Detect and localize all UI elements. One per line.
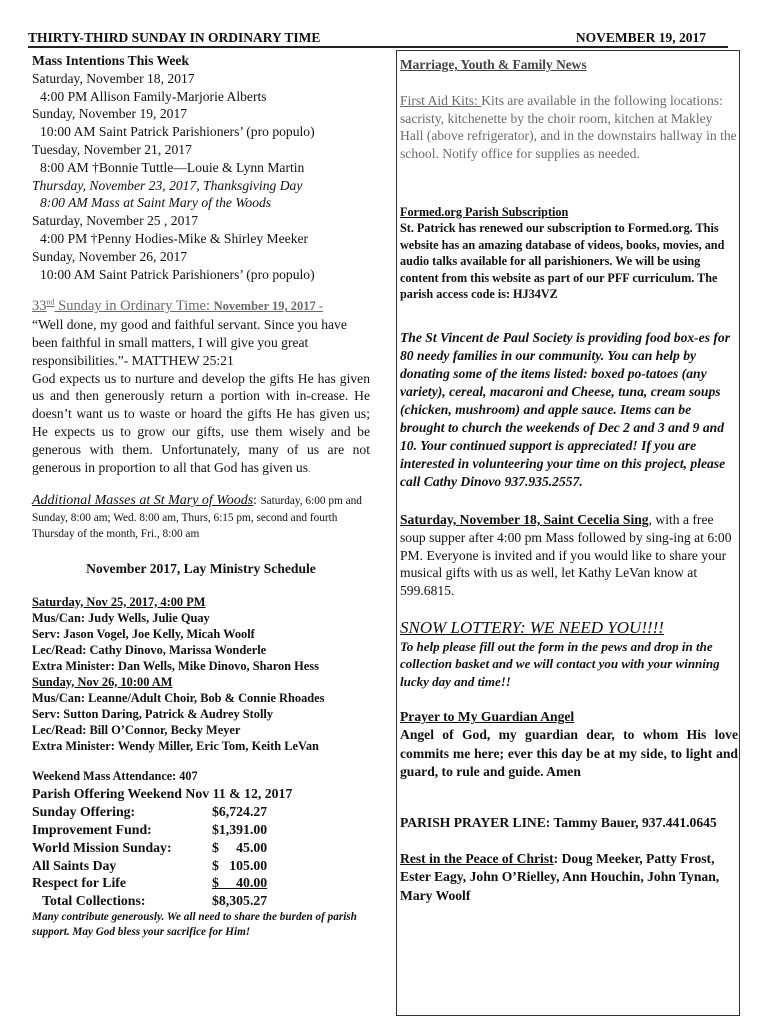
offering-label: World Mission Sunday: bbox=[32, 839, 172, 855]
ministry-line: Mus/Can: Judy Wells, Julie Quay bbox=[32, 610, 210, 625]
ministry-line: Extra Minister: Dan Wells, Mike Dinovo, Sharon Hess bbox=[32, 658, 319, 673]
prayer-heading: Prayer to My Guardian Angel bbox=[400, 709, 575, 725]
offering-value: $ 105.00 bbox=[212, 857, 268, 873]
mass-intention-line: 8:00 AM Mass at Saint Mary of the Woods bbox=[40, 195, 272, 211]
additional-masses bbox=[32, 492, 370, 542]
mass-intention-line: 10:00 AM Saint Patrick Parishioners’ (pro populo) bbox=[40, 266, 315, 282]
first-aid-paragraph bbox=[400, 92, 738, 163]
offering-row bbox=[32, 874, 370, 892]
snow-lottery-heading: SNOW LOTTERY: WE NEED YOU!!!! bbox=[400, 617, 664, 637]
header-rule bbox=[28, 46, 728, 48]
mass-intention-line: 4:00 PM Allison Family-Marjorie Alberts bbox=[40, 88, 267, 104]
offering-note: Many contribute generously. We all need to share the burden of parish support. May God bless your sacrifice for Him! bbox=[32, 911, 357, 938]
gospel-heading-num: 33 bbox=[32, 298, 47, 315]
header-title: THIRTY-THIRD SUNDAY IN ORDINARY TIME bbox=[28, 30, 321, 45]
mass-intentions-list bbox=[32, 70, 370, 284]
prayer-text: Angel of God, my guardian dear, to whom His love commits me here; ever this day be at my side, to light and guard, to rule and guide. Amen bbox=[400, 727, 738, 780]
formed-heading: Formed.org Parish Subscription bbox=[400, 204, 569, 219]
offering-title: Parish Offering Weekend Nov 11 & 12, 2017 bbox=[32, 786, 293, 802]
offering-row bbox=[32, 839, 370, 857]
offering-row bbox=[32, 857, 370, 875]
svdp-paragraph: The St Vincent de Paul Society is providing food box-es for 80 needy families in our community. You can help by donating some of the items listed: boxed po-tatoes (any variety), cereal, macaroni and Cheese, tuna, cream soups (chicken, mushroom) and apple sauce. Items can be brought to church the weekends of Dec 2 and 3 and 9 and 10. Your continued support is appreciated! If you are interested in volunteering your time on this project, please call Cathy Dinovo 937.935.2557. bbox=[400, 329, 731, 489]
offering-value: $ 45.00 bbox=[212, 839, 268, 855]
mass-intention-line: Tuesday, November 21, 2017 bbox=[32, 141, 192, 157]
rest-in-peace bbox=[400, 850, 738, 906]
right-column bbox=[400, 56, 738, 905]
mass-intention-line: Saturday, November 18, 2017 bbox=[32, 70, 195, 86]
additional-masses-label: Additional Masses at St Mary of Woods bbox=[32, 493, 254, 509]
offering-value: $1,391.00 bbox=[212, 822, 268, 838]
offering-label: Improvement Fund: bbox=[32, 822, 152, 838]
ministry-line: Mus/Can: Leanne/Adult Choir, Bob & Connie Rhoades bbox=[32, 690, 325, 705]
rest-label: Rest in the Peace of Christ bbox=[400, 850, 554, 866]
first-aid-text: Kits are available in the following locations: sacristy, kitchenette by the choir room, kitchen at Makley Hall (above refrigerator), and in the downstairs hallway in the school. Notify office for supplies as needed. bbox=[400, 92, 737, 162]
mass-attendance: Weekend Mass Attendance: 407 bbox=[32, 768, 198, 783]
offering-total-row bbox=[32, 892, 370, 910]
gospel-body-end: . bbox=[307, 463, 311, 475]
gospel-body-text: God expects us to nurture and develop the gifts He has given us and then generously return a portion with in-crease. He doesn’t want us to waste or hoard the gifts He has given us; He expects us to grow our gifts, use them wisely and be generous with them. Unfortunately, many of us are not generous in proportion to all that God has given us bbox=[32, 370, 370, 475]
cecelia-text: , with a free soup supper after 4:00 pm Mass followed by sing-ing at 6:00 PM. Everyone is invited and if you would like to share your musical gifts with us as well, let Kathy LeVan know at 599.6815. bbox=[400, 511, 732, 599]
offering-value: $6,724.27 bbox=[212, 804, 268, 820]
cecelia-paragraph bbox=[400, 511, 738, 600]
mass-intention-line: Sunday, November 26, 2017 bbox=[32, 248, 188, 264]
mass-intention-line: 10:00 AM Saint Patrick Parishioners’ (pro populo) bbox=[40, 124, 315, 140]
mass-intention-line: 8:00 AM †Bonnie Tuttle—Louie & Lynn Martin bbox=[40, 159, 305, 175]
mass-intention-line: 4:00 PM †Penny Hodies-Mike & Shirley Meeker bbox=[40, 230, 309, 246]
header-date: NOVEMBER 19, 2017 bbox=[575, 30, 706, 45]
ministry-line: Serv: Sutton Daring, Patrick & Audrey Stolly bbox=[32, 706, 274, 721]
gospel-body bbox=[32, 370, 370, 479]
mass-intention-line: Sunday, November 19, 2017 bbox=[32, 106, 188, 122]
mass-intention-line: Saturday, November 25 , 2017 bbox=[32, 213, 198, 229]
ministry-date: Sunday, Nov 26, 10:00 AM bbox=[32, 674, 173, 689]
first-aid-label: First Aid Kits: bbox=[400, 92, 482, 108]
prayer-line: PARISH PRAYER LINE: Tammy Bauer, 937.441.0645 bbox=[400, 814, 717, 830]
offering-total-value: $8,305.27 bbox=[212, 893, 268, 909]
ministry-line: Serv: Jason Vogel, Joe Kelly, Micah Woolf bbox=[32, 626, 255, 641]
mass-intentions-heading: Mass Intentions This Week bbox=[32, 53, 189, 68]
offering-label: Sunday Offering: bbox=[32, 804, 136, 820]
lay-ministry-title: November 2017, Lay Ministry Schedule bbox=[86, 560, 316, 576]
formed-text: St. Patrick has renewed our subscription to Formed.org. This website has an amazing database of videos, books, movies, and audio talks available for all parishioners. We will be using content from this website as part of our PFF curriculum. The parish access code is: HJ34VZ bbox=[400, 220, 725, 302]
myf-heading: Marriage, Youth & Family News bbox=[400, 57, 587, 72]
offering-table bbox=[32, 803, 370, 892]
left-column bbox=[32, 52, 370, 940]
offering-total-label: Total Collections: bbox=[32, 893, 146, 909]
gospel-heading bbox=[32, 297, 370, 316]
lay-ministry-schedule bbox=[32, 594, 370, 754]
gospel-heading-sup: nd bbox=[46, 297, 55, 307]
ministry-line: Extra Minister: Wendy Miller, Eric Tom, Keith LeVan bbox=[32, 738, 319, 753]
rest-text: : Doug Meeker, Patty Frost, Ester Eagy, John O’Rielley, Ann Houchin, John Tynan, Mary Woolf bbox=[400, 850, 720, 903]
mass-intention-line: Thursday, November 23, 2017, Thanksgiving Day bbox=[32, 177, 303, 193]
cecelia-label: Saturday, November 18, Saint Cecelia Sing bbox=[400, 511, 649, 527]
offering-label: Respect for Life bbox=[32, 875, 126, 891]
offering-row bbox=[32, 803, 370, 821]
page-header bbox=[28, 30, 730, 46]
snow-lottery-text: To help please fill out the form in the pews and drop in the collection basket and we will contact you with your winning lucky day and time!! bbox=[400, 638, 720, 689]
offering-label: All Saints Day bbox=[32, 857, 117, 873]
offering-value: $ 40.00 bbox=[212, 875, 268, 891]
ministry-line: Lec/Read: Bill O’Connor, Becky Meyer bbox=[32, 722, 241, 737]
gospel-heading-text: Sunday in Ordinary Time: bbox=[54, 298, 214, 315]
gospel-quote: “Well done, my good and faithful servant. Since you have been faithful in small matters, I will give you great responsibilities.”- MATTHEW 25:21 bbox=[32, 317, 347, 368]
gospel-heading-date: November 19, 2017 - bbox=[213, 299, 324, 314]
ministry-line: Lec/Read: Cathy Dinovo, Marissa Wonderle bbox=[32, 642, 267, 657]
additional-masses-colon: : bbox=[253, 492, 261, 508]
ministry-date: Saturday, Nov 25, 2017, 4:00 PM bbox=[32, 594, 206, 609]
offering-row bbox=[32, 821, 370, 839]
additional-masses-text: Saturday, 6:00 pm and Sunday, 8:00 am; Wed. 8:00 am, Thurs, 6:15 pm, second and fourth Thursday of the month, Fri., 8:00 am bbox=[32, 495, 362, 541]
